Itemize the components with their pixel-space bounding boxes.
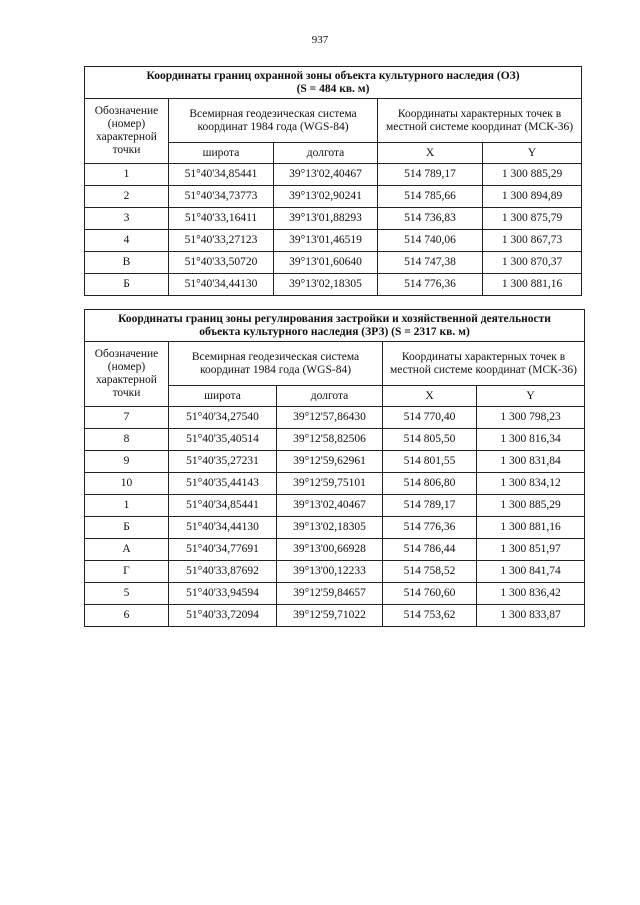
table-title-line1: Координаты границ охранной зоны объекта культурного наследия (ОЗ)	[146, 69, 520, 82]
cell-latitude: 51°40'33,72094	[169, 605, 277, 627]
table-row	[85, 583, 585, 605]
cell-point: 1	[85, 164, 169, 186]
zrz-table-body	[85, 407, 585, 627]
cell-x: 514 758,52	[383, 561, 477, 583]
table-row	[85, 164, 582, 186]
cell-y: 1 300 870,37	[483, 252, 582, 274]
table-row	[85, 208, 582, 230]
cell-longitude: 39°13'02,90241	[274, 186, 378, 208]
cell-longitude: 39°13'01,60640	[274, 252, 378, 274]
subheader-x: X	[383, 386, 477, 407]
cell-latitude: 51°40'35,44143	[169, 473, 277, 495]
cell-longitude: 39°13'00,66928	[277, 539, 383, 561]
cell-point: 6	[85, 605, 169, 627]
col-header-msk: Координаты характерных точек в местной системе координат (МСК-36)	[378, 99, 582, 143]
cell-point: 4	[85, 230, 169, 252]
cell-x: 514 747,38	[378, 252, 483, 274]
cell-y: 1 300 841,74	[477, 561, 585, 583]
cell-longitude: 39°12'59,84657	[277, 583, 383, 605]
cell-longitude: 39°13'02,18305	[277, 517, 383, 539]
cell-point: Б	[85, 517, 169, 539]
table-row	[85, 495, 585, 517]
subheader-y: Y	[477, 386, 585, 407]
table-row	[85, 407, 585, 429]
cell-longitude: 39°13'02,18305	[274, 274, 378, 296]
cell-longitude: 39°12'59,71022	[277, 605, 383, 627]
table-row	[85, 252, 582, 274]
cell-y: 1 300 831,84	[477, 451, 585, 473]
cell-latitude: 51°40'34,44130	[169, 517, 277, 539]
cell-y: 1 300 798,23	[477, 407, 585, 429]
cell-point: 9	[85, 451, 169, 473]
table-title	[85, 67, 582, 99]
col-header-wgs: Всемирная геодезическая система координат 1984 года (WGS-84)	[169, 342, 383, 386]
cell-latitude: 51°40'33,50720	[169, 252, 274, 274]
cell-point: В	[85, 252, 169, 274]
cell-x: 514 786,44	[383, 539, 477, 561]
cell-y: 1 300 875,79	[483, 208, 582, 230]
cell-point: Г	[85, 561, 169, 583]
cell-point: А	[85, 539, 169, 561]
cell-longitude: 39°12'59,62961	[277, 451, 383, 473]
table-title-line2: (S = 484 кв. м)	[296, 82, 370, 95]
cell-y: 1 300 881,16	[483, 274, 582, 296]
cell-x: 514 753,62	[383, 605, 477, 627]
table-title-line1: Координаты границ зоны регулирования застройки и хозяйственной деятельности	[118, 312, 551, 325]
table-row	[85, 605, 585, 627]
cell-latitude: 51°40'34,85441	[169, 495, 277, 517]
cell-latitude: 51°40'35,40514	[169, 429, 277, 451]
cell-x: 514 805,50	[383, 429, 477, 451]
cell-x: 514 789,17	[383, 495, 477, 517]
cell-latitude: 51°40'34,44130	[169, 274, 274, 296]
subheader-x: X	[378, 143, 483, 164]
cell-longitude: 39°12'58,82506	[277, 429, 383, 451]
cell-y: 1 300 867,73	[483, 230, 582, 252]
cell-x: 514 789,17	[378, 164, 483, 186]
oz-coordinates-table	[84, 66, 582, 296]
table-title	[85, 310, 585, 342]
cell-latitude: 51°40'34,27540	[169, 407, 277, 429]
zrz-coordinates-table	[84, 309, 585, 627]
table-row	[85, 517, 585, 539]
cell-x: 514 770,40	[383, 407, 477, 429]
cell-point: 8	[85, 429, 169, 451]
col-header-point: Обозначение (номер) характерной точки	[85, 342, 169, 407]
cell-x: 514 760,60	[383, 583, 477, 605]
table-row	[85, 473, 585, 495]
cell-latitude: 51°40'33,94594	[169, 583, 277, 605]
cell-point: 3	[85, 208, 169, 230]
cell-y: 1 300 834,12	[477, 473, 585, 495]
table-row	[85, 230, 582, 252]
cell-longitude: 39°13'01,88293	[274, 208, 378, 230]
cell-y: 1 300 833,87	[477, 605, 585, 627]
cell-point: 10	[85, 473, 169, 495]
table-row	[85, 186, 582, 208]
cell-latitude: 51°40'35,27231	[169, 451, 277, 473]
cell-x: 514 806,80	[383, 473, 477, 495]
oz-table-body	[85, 164, 582, 296]
cell-x: 514 801,55	[383, 451, 477, 473]
cell-x: 514 736,83	[378, 208, 483, 230]
cell-y: 1 300 816,34	[477, 429, 585, 451]
cell-point: 7	[85, 407, 169, 429]
cell-longitude: 39°13'02,40467	[277, 495, 383, 517]
cell-longitude: 39°12'57,86430	[277, 407, 383, 429]
col-header-msk: Координаты характерных точек в местной системе координат (МСК-36)	[383, 342, 585, 386]
col-header-point: Обозначение (номер) характерной точки	[85, 99, 169, 164]
table-row	[85, 561, 585, 583]
cell-point: 1	[85, 495, 169, 517]
cell-longitude: 39°13'00,12233	[277, 561, 383, 583]
cell-latitude: 51°40'33,16411	[169, 208, 274, 230]
cell-point: 2	[85, 186, 169, 208]
col-header-wgs: Всемирная геодезическая система координат 1984 года (WGS-84)	[169, 99, 378, 143]
cell-x: 514 776,36	[383, 517, 477, 539]
table-row	[85, 539, 585, 561]
cell-y: 1 300 885,29	[483, 164, 582, 186]
cell-x: 514 785,66	[378, 186, 483, 208]
subheader-latitude: широта	[169, 143, 274, 164]
subheader-longitude: долгота	[274, 143, 378, 164]
subheader-latitude: широта	[169, 386, 277, 407]
page-number: 937	[311, 34, 329, 46]
subheader-longitude: долгота	[277, 386, 383, 407]
cell-x: 514 740,06	[378, 230, 483, 252]
cell-y: 1 300 836,42	[477, 583, 585, 605]
cell-latitude: 51°40'33,87692	[169, 561, 277, 583]
table-title-line2: объекта культурного наследия (ЗРЗ) (S = 2317 кв. м)	[199, 325, 470, 338]
cell-longitude: 39°12'59,75101	[277, 473, 383, 495]
subheader-y: Y	[483, 143, 582, 164]
cell-latitude: 51°40'34,73773	[169, 186, 274, 208]
cell-x: 514 776,36	[378, 274, 483, 296]
cell-point: Б	[85, 274, 169, 296]
cell-y: 1 300 894,89	[483, 186, 582, 208]
table-row	[85, 429, 585, 451]
cell-latitude: 51°40'34,77691	[169, 539, 277, 561]
cell-latitude: 51°40'33,27123	[169, 230, 274, 252]
cell-y: 1 300 881,16	[477, 517, 585, 539]
cell-y: 1 300 885,29	[477, 495, 585, 517]
cell-longitude: 39°13'01,46519	[274, 230, 378, 252]
cell-latitude: 51°40'34,85441	[169, 164, 274, 186]
table-row	[85, 274, 582, 296]
cell-longitude: 39°13'02,40467	[274, 164, 378, 186]
cell-point: 5	[85, 583, 169, 605]
cell-y: 1 300 851,97	[477, 539, 585, 561]
table-row	[85, 451, 585, 473]
